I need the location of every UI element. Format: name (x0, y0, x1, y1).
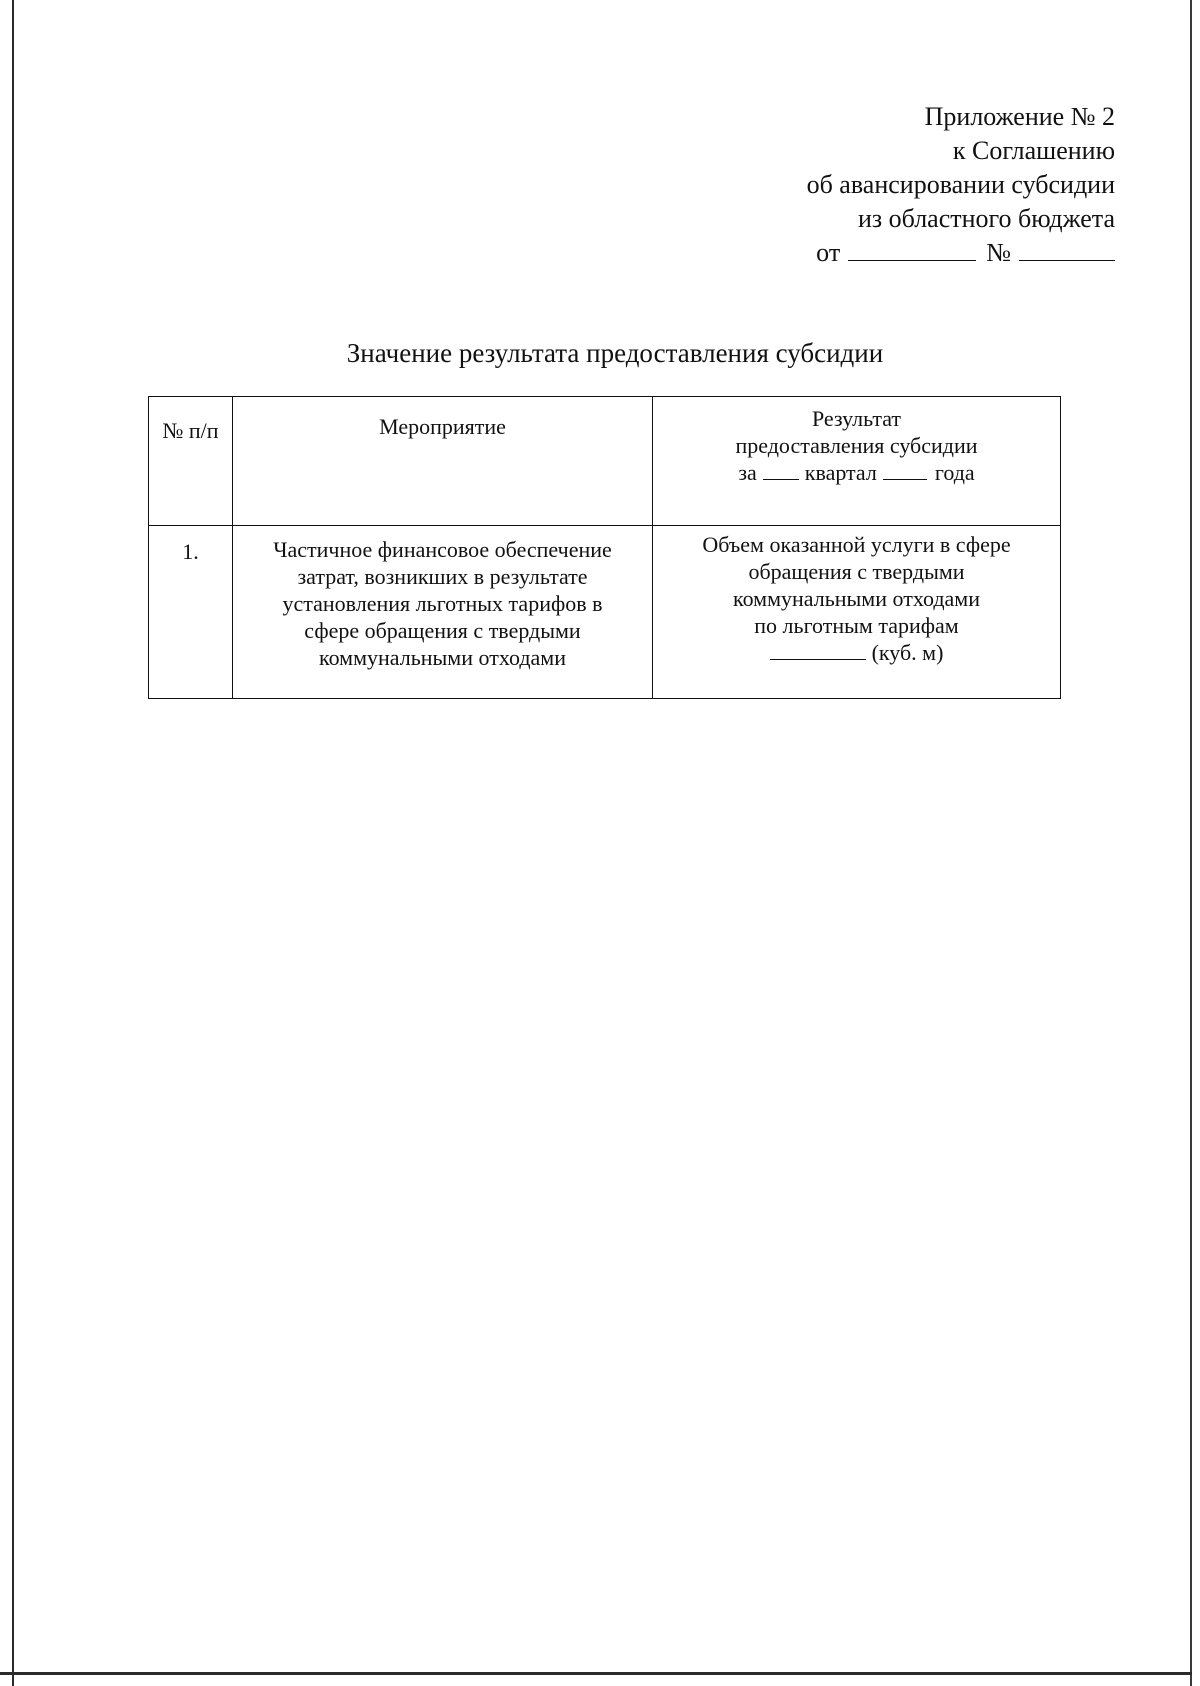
header-result-cell (653, 397, 1061, 526)
appendix-subject: об авансировании субсидии (806, 170, 1115, 199)
result-line: обращения с твердыми (748, 559, 965, 584)
event-line: сфере обращения с твердыми (304, 618, 581, 643)
header-num-cell (149, 397, 233, 526)
appendix-budget: из областного бюджета (857, 204, 1115, 233)
appendix-date-number-line (807, 236, 1115, 270)
event-line: Частичное финансовое обеспечение (273, 537, 612, 562)
appendix-agreement: к Соглашению (952, 136, 1115, 165)
table-row (149, 526, 1061, 699)
scan-left-edge (12, 0, 14, 1686)
period-middle: квартал (804, 460, 877, 485)
number-blank (1019, 238, 1115, 261)
event-line: установления льготных тарифов в (282, 591, 603, 616)
number-sign: № (986, 238, 1011, 267)
event-line: затрат, возникших в результате (297, 564, 588, 589)
period-prefix: за (738, 460, 757, 485)
header-result-line2: предоставления субсидии (735, 433, 978, 458)
result-line: коммунальными отходами (733, 586, 980, 611)
result-line: Объем оказанной услуги в сфере (702, 532, 1011, 557)
row-event-cell (233, 526, 653, 699)
event-line: коммунальными отходами (319, 645, 566, 670)
row-num-cell (149, 526, 233, 699)
row-num: 1. (182, 539, 199, 564)
appendix-header (807, 100, 1115, 270)
appendix-number: Приложение № 2 (924, 102, 1115, 131)
table-header-row (149, 397, 1061, 526)
row-result-cell (653, 526, 1061, 699)
subsidy-result-table (148, 396, 1061, 699)
scan-right-edge (1190, 0, 1192, 1686)
header-num: № п/п (162, 418, 219, 443)
result-volume-line (653, 639, 1060, 666)
result-unit: (куб. м) (871, 640, 944, 665)
scan-bottom-edge (0, 1672, 1192, 1675)
header-event-cell (233, 397, 653, 526)
header-result-line1: Результат (811, 406, 902, 431)
volume-blank (770, 639, 866, 660)
header-event: Мероприятие (379, 414, 506, 439)
date-prefix: от (816, 238, 841, 267)
result-line: по льготным тарифам (754, 613, 959, 638)
period-suffix: года (934, 460, 975, 485)
quarter-blank (763, 459, 799, 480)
date-blank (848, 238, 976, 261)
year-blank (883, 459, 927, 480)
header-result-period (653, 459, 1060, 486)
document-title: Значение результата предоставления субсидии (346, 338, 884, 368)
